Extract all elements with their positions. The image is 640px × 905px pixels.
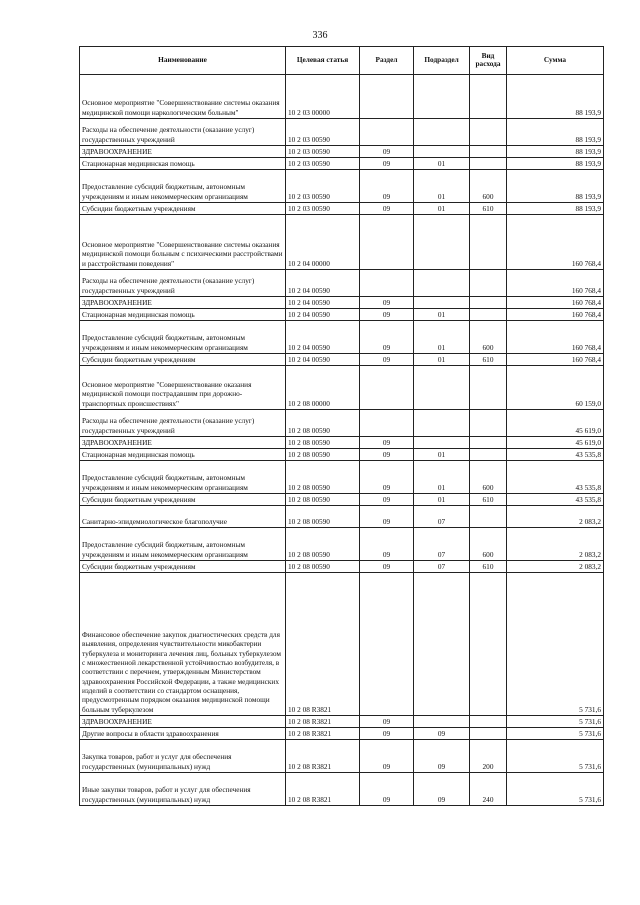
table-row: [80, 561, 604, 573]
cell-sum: 5 731,6: [507, 573, 604, 716]
cell-article: 10 2 03 00590: [286, 203, 360, 215]
table-row: [80, 506, 604, 528]
cell-expense-type: 610: [470, 203, 507, 215]
cell-name: Предоставление субсидий бюджетным, автономным учреждениям и иным некоммерческим организациям: [80, 170, 286, 203]
cell-expense-type: [470, 449, 507, 461]
cell-article: 10 2 04 00590: [286, 297, 360, 309]
cell-sum: 88 193,9: [507, 158, 604, 170]
cell-article: 10 2 08 00590: [286, 561, 360, 573]
table-row: [80, 410, 604, 437]
cell-sum: 45 619,0: [507, 437, 604, 449]
cell-section: 09: [360, 297, 414, 309]
cell-article: 10 2 08 00590: [286, 410, 360, 437]
header-row: [80, 47, 604, 75]
cell-article: 10 2 08 R3821: [286, 728, 360, 740]
cell-section: 09: [360, 203, 414, 215]
cell-name: ЗДРАВООХРАНЕНИЕ: [80, 716, 286, 728]
cell-name: Финансовое обеспечение закупок диагностических средств для выявления, определения чувствительности микобактерии туберкулеза и мониторинга лечения лиц, больных туберкулезом с множественной лекарственной устойчивостью возбудителя, в соответствии с перечнем, утвержденным Министерством здравоохранения Российской Федерации, а также медицинских изделий в соответствии со стандартом оснащения, предусмотренным порядком оказания медицинской помощи больным туберкулезом: [80, 573, 286, 716]
cell-name: Субсидии бюджетным учреждениям: [80, 494, 286, 506]
cell-expense-type: [470, 297, 507, 309]
cell-expense-type: 600: [470, 170, 507, 203]
cell-expense-type: 600: [470, 461, 507, 494]
cell-subsection: [414, 410, 470, 437]
cell-subsection: 09: [414, 728, 470, 740]
cell-sum: 160 768,4: [507, 354, 604, 366]
table-row: [80, 215, 604, 270]
cell-subsection: 01: [414, 321, 470, 354]
cell-section: 09: [360, 321, 414, 354]
cell-expense-type: 600: [470, 528, 507, 561]
cell-article: 10 2 08 00590: [286, 528, 360, 561]
cell-subsection: [414, 716, 470, 728]
cell-subsection: 01: [414, 170, 470, 203]
cell-expense-type: 600: [470, 321, 507, 354]
table-row: [80, 461, 604, 494]
cell-article: 10 2 08 00590: [286, 506, 360, 528]
cell-name: Основное мероприятие "Совершенствование системы оказания медицинской помощи наркологическим больным": [80, 75, 286, 119]
cell-subsection: 07: [414, 561, 470, 573]
cell-subsection: [414, 75, 470, 119]
cell-sum: 43 535,8: [507, 449, 604, 461]
cell-name: Другие вопросы в области здравоохранения: [80, 728, 286, 740]
cell-subsection: [414, 215, 470, 270]
cell-sum: 88 193,9: [507, 203, 604, 215]
cell-section: 09: [360, 561, 414, 573]
cell-sum: 88 193,9: [507, 170, 604, 203]
cell-subsection: 01: [414, 494, 470, 506]
cell-subsection: 01: [414, 449, 470, 461]
cell-sum: 160 768,4: [507, 297, 604, 309]
cell-expense-type: [470, 309, 507, 321]
cell-article: 10 2 08 00590: [286, 461, 360, 494]
cell-name: Стационарная медицинская помощь: [80, 158, 286, 170]
cell-subsection: [414, 366, 470, 410]
cell-section: 09: [360, 528, 414, 561]
header-name: Наименование: [80, 47, 286, 75]
table-row: [80, 728, 604, 740]
cell-name: Субсидии бюджетным учреждениям: [80, 561, 286, 573]
cell-article: 10 2 08 R3821: [286, 773, 360, 806]
cell-subsection: [414, 437, 470, 449]
cell-sum: 45 619,0: [507, 410, 604, 437]
cell-subsection: [414, 270, 470, 297]
cell-section: 09: [360, 773, 414, 806]
header-article: Целевая статья: [286, 47, 360, 75]
cell-article: 10 2 04 00000: [286, 215, 360, 270]
table-row: [80, 449, 604, 461]
cell-subsection: [414, 297, 470, 309]
cell-name: Санитарно-эпидемиологическое благополучие: [80, 506, 286, 528]
cell-section: 09: [360, 494, 414, 506]
cell-subsection: 09: [414, 773, 470, 806]
header-expense-type: Вид расхода: [470, 47, 507, 75]
cell-section: 09: [360, 354, 414, 366]
cell-article: 10 2 08 00000: [286, 366, 360, 410]
cell-subsection: 07: [414, 528, 470, 561]
table-row: [80, 366, 604, 410]
cell-sum: 5 731,6: [507, 716, 604, 728]
cell-sum: 60 159,0: [507, 366, 604, 410]
cell-subsection: 09: [414, 740, 470, 773]
cell-section: 09: [360, 461, 414, 494]
cell-sum: 43 535,8: [507, 461, 604, 494]
cell-sum: 2 083,2: [507, 528, 604, 561]
cell-expense-type: [470, 270, 507, 297]
cell-section: [360, 75, 414, 119]
cell-sum: 43 535,8: [507, 494, 604, 506]
cell-article: 10 2 04 00590: [286, 309, 360, 321]
cell-name: ЗДРАВООХРАНЕНИЕ: [80, 437, 286, 449]
cell-sum: 160 768,4: [507, 309, 604, 321]
cell-expense-type: 200: [470, 740, 507, 773]
page-number: 336: [312, 30, 328, 41]
cell-section: 09: [360, 309, 414, 321]
cell-expense-type: [470, 437, 507, 449]
cell-expense-type: [470, 728, 507, 740]
cell-subsection: [414, 573, 470, 716]
cell-sum: 88 193,9: [507, 146, 604, 158]
table-row: [80, 203, 604, 215]
cell-name: Субсидии бюджетным учреждениям: [80, 203, 286, 215]
cell-section: 09: [360, 437, 414, 449]
table-row: [80, 119, 604, 146]
cell-article: 10 2 03 00000: [286, 75, 360, 119]
cell-sum: 5 731,6: [507, 740, 604, 773]
cell-expense-type: 240: [470, 773, 507, 806]
cell-expense-type: [470, 410, 507, 437]
cell-subsection: [414, 119, 470, 146]
cell-name: Стационарная медицинская помощь: [80, 309, 286, 321]
cell-article: 10 2 08 00590: [286, 494, 360, 506]
table-row: [80, 716, 604, 728]
cell-subsection: 01: [414, 461, 470, 494]
table-row: [80, 170, 604, 203]
cell-article: 10 2 08 R3821: [286, 740, 360, 773]
cell-name: Расходы на обеспечение деятельности (оказание услуг) государственных учреждений: [80, 119, 286, 146]
table-row: [80, 740, 604, 773]
cell-expense-type: 610: [470, 494, 507, 506]
cell-article: 10 2 04 00590: [286, 270, 360, 297]
cell-subsection: 01: [414, 203, 470, 215]
cell-expense-type: [470, 215, 507, 270]
table-body: [80, 75, 604, 806]
table-row: [80, 321, 604, 354]
cell-name: Основное мероприятие "Совершенствование системы оказания медицинской помощи больным с психическими расстройствами и расстройствами поведения": [80, 215, 286, 270]
cell-name: Субсидии бюджетным учреждениям: [80, 354, 286, 366]
cell-section: 09: [360, 146, 414, 158]
cell-article: 10 2 03 00590: [286, 146, 360, 158]
cell-article: 10 2 03 00590: [286, 119, 360, 146]
cell-expense-type: [470, 75, 507, 119]
cell-sum: 160 768,4: [507, 270, 604, 297]
cell-sum: 2 083,2: [507, 506, 604, 528]
cell-subsection: 01: [414, 309, 470, 321]
table-row: [80, 270, 604, 297]
header-section: Раздел: [360, 47, 414, 75]
header-sum: Сумма: [507, 47, 604, 75]
cell-section: [360, 215, 414, 270]
cell-name: Стационарная медицинская помощь: [80, 449, 286, 461]
cell-article: 10 2 08 R3821: [286, 573, 360, 716]
cell-section: [360, 366, 414, 410]
cell-sum: 160 768,4: [507, 321, 604, 354]
cell-section: [360, 270, 414, 297]
cell-section: 09: [360, 170, 414, 203]
cell-section: 09: [360, 728, 414, 740]
cell-sum: 5 731,6: [507, 728, 604, 740]
cell-article: 10 2 03 00590: [286, 158, 360, 170]
table-row: [80, 146, 604, 158]
cell-article: 10 2 04 00590: [286, 321, 360, 354]
cell-section: 09: [360, 740, 414, 773]
cell-subsection: 01: [414, 354, 470, 366]
cell-expense-type: 610: [470, 354, 507, 366]
table-row: [80, 494, 604, 506]
cell-sum: 2 083,2: [507, 561, 604, 573]
cell-sum: 88 193,9: [507, 119, 604, 146]
cell-article: 10 2 08 00590: [286, 437, 360, 449]
cell-subsection: [414, 146, 470, 158]
cell-name: ЗДРАВООХРАНЕНИЕ: [80, 146, 286, 158]
cell-sum: 160 768,4: [507, 215, 604, 270]
cell-article: 10 2 04 00590: [286, 354, 360, 366]
cell-name: ЗДРАВООХРАНЕНИЕ: [80, 297, 286, 309]
cell-expense-type: [470, 119, 507, 146]
cell-name: Предоставление субсидий бюджетным, автономным учреждениям и иным некоммерческим организациям: [80, 528, 286, 561]
cell-sum: 88 193,9: [507, 75, 604, 119]
cell-section: 09: [360, 716, 414, 728]
table-row: [80, 158, 604, 170]
cell-expense-type: 610: [470, 561, 507, 573]
table-row: [80, 437, 604, 449]
table-row: [80, 309, 604, 321]
table-row: [80, 773, 604, 806]
cell-subsection: 07: [414, 506, 470, 528]
cell-expense-type: [470, 366, 507, 410]
header-subsection: Подраздел: [414, 47, 470, 75]
cell-name: Закупка товаров, работ и услуг для обеспечения государственных (муниципальных) нужд: [80, 740, 286, 773]
cell-name: Предоставление субсидий бюджетным, автономным учреждениям и иным некоммерческим организациям: [80, 461, 286, 494]
cell-section: [360, 119, 414, 146]
table-row: [80, 297, 604, 309]
cell-name: Расходы на обеспечение деятельности (оказание услуг) государственных учреждений: [80, 410, 286, 437]
table-row: [80, 573, 604, 716]
cell-article: 10 2 03 00590: [286, 170, 360, 203]
cell-expense-type: [470, 506, 507, 528]
cell-section: 09: [360, 449, 414, 461]
cell-section: [360, 410, 414, 437]
cell-expense-type: [470, 146, 507, 158]
cell-section: 09: [360, 158, 414, 170]
cell-expense-type: [470, 716, 507, 728]
table-row: [80, 75, 604, 119]
cell-name: Основное мероприятие "Совершенствование оказания медицинской помощи пострадавшим при дорожно-транспортных происшествиях": [80, 366, 286, 410]
cell-sum: 5 731,6: [507, 773, 604, 806]
table-row: [80, 354, 604, 366]
cell-name: Иные закупки товаров, работ и услуг для обеспечения государственных (муниципальных) нужд: [80, 773, 286, 806]
table-row: [80, 528, 604, 561]
cell-article: 10 2 08 R3821: [286, 716, 360, 728]
cell-article: 10 2 08 00590: [286, 449, 360, 461]
cell-name: Расходы на обеспечение деятельности (оказание услуг) государственных учреждений: [80, 270, 286, 297]
cell-section: 09: [360, 506, 414, 528]
cell-subsection: 01: [414, 158, 470, 170]
cell-expense-type: [470, 573, 507, 716]
budget-table: [79, 46, 604, 806]
cell-expense-type: [470, 158, 507, 170]
cell-section: [360, 573, 414, 716]
cell-name: Предоставление субсидий бюджетным, автономным учреждениям и иным некоммерческим организациям: [80, 321, 286, 354]
